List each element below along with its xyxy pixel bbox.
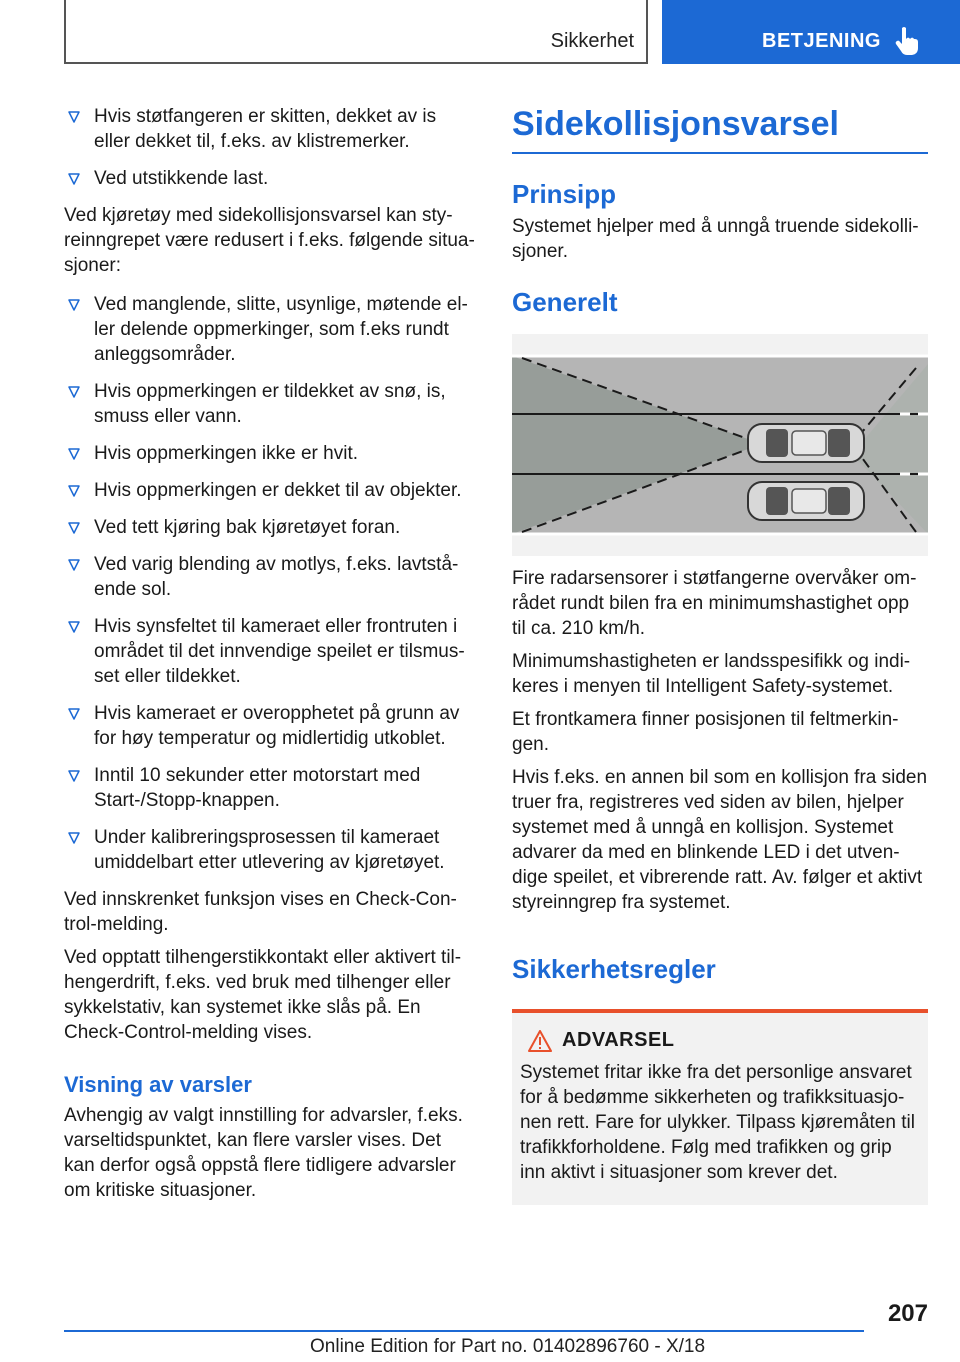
section-heading-warnings-display: Visning av varsler <box>64 1072 252 1097</box>
header-chapter-label: BETJENING <box>762 30 881 52</box>
bullet-list-2 <box>64 292 476 875</box>
bullet-triangle-icon <box>68 522 80 534</box>
list-item-text: Ved varig blending av motlys, f.eks. lavtstå-ende sol. <box>94 554 459 600</box>
list-item-text: Ved utstikkende last. <box>94 168 269 189</box>
page-title: Sidekollisjonsvarsel <box>512 104 928 154</box>
bullet-list-1 <box>64 104 476 191</box>
section-heading-general: Generelt <box>512 287 618 317</box>
paragraph: Avhengig av valgt innstilling for advarsler, f.eks. varseltidspunktet, kan flere varsler vises. Det kan derfor også oppstå flere tidligere advarsler om kritiske situasjoner. <box>64 1105 463 1201</box>
list-item <box>64 552 476 602</box>
list-item-text: Hvis synsfeltet til kameraet eller frontruten i området til det innvendige speilet er tilsmus-set eller tildekket. <box>94 616 465 687</box>
list-item-text: Hvis oppmerkingen er tildekket av snø, is, smuss eller vann. <box>94 381 446 427</box>
paragraph: Et frontkamera finner posisjonen til feltmerkin-gen. <box>512 709 899 755</box>
lane-diagram-illustration <box>512 334 928 556</box>
lane-diagram-figure <box>512 334 928 556</box>
paragraph: Minimumshastigheten er landsspesifikk og indi-keres i menyen til Intelligent Safety-systemet. <box>512 651 911 697</box>
header-chapter-tab[interactable] <box>662 0 960 64</box>
list-item <box>64 379 476 429</box>
header-section-box <box>64 0 648 64</box>
list-item <box>64 701 476 751</box>
bullet-triangle-icon <box>68 485 80 497</box>
list-item-text: Ved tett kjøring bak kjøretøyet foran. <box>94 517 401 538</box>
bullet-triangle-icon <box>68 832 80 844</box>
list-item-text: Under kalibreringsprosessen til kameraet umiddelbart etter utlevering av kjøretøyet. <box>94 827 445 873</box>
list-item <box>64 478 476 503</box>
bullet-triangle-icon <box>68 111 80 123</box>
left-column <box>64 104 476 1211</box>
list-item-text: Inntil 10 sekunder etter motorstart med Start-/Stopp-knappen. <box>94 765 421 811</box>
paragraph: Systemet hjelper med å unngå truende sidekolli-sjoner. <box>512 216 919 262</box>
paragraph: Ved opptatt tilhengerstikkontakt eller aktivert til-hengerdrift, f.eks. ved bruk med tilhenger eller sykkelstativ, kan systemet ikke slås på. En Check-Control-melding vises. <box>64 947 462 1043</box>
list-item <box>64 166 476 191</box>
list-item <box>64 441 476 466</box>
warning-box <box>512 1009 928 1205</box>
list-item-text: Hvis oppmerkingen ikke er hvit. <box>94 443 358 464</box>
paragraph: Hvis f.eks. en annen bil som en kollisjon fra siden truer fra, registreres ved siden av bilen, hjelper systemet med å unngå en kollisjon. Systemet advarer da med en blinkende LED i det utven-dige speilet, et vibrerende ratt. Av. følger et aktivt styreinngrep fra systemet. <box>512 767 928 913</box>
list-item-text: Ved manglende, slitte, usynlige, møtende el-ler delende oppmerkinger, som f.eks rundt anleggsområder. <box>94 294 468 365</box>
footer-edition-text: Online Edition for Part no. 01402896760 - X/18 <box>310 1336 706 1357</box>
list-item <box>64 614 476 689</box>
paragraph: Ved innskrenket funksjon vises en Check-Con-trol-melding. <box>64 889 457 935</box>
paragraph: Fire radarsensorer i støtfangerne overvåker om-rådet rundt bilen fra en minimumshastighet opp til ca. 210 km/h. <box>512 568 917 639</box>
general-paragraphs <box>512 566 928 915</box>
bullet-triangle-icon <box>68 173 80 185</box>
footer-divider <box>64 1330 864 1332</box>
list-item <box>64 825 476 875</box>
list-item <box>64 292 476 367</box>
right-column <box>512 104 928 1205</box>
page-number: 207 <box>887 1300 928 1327</box>
bullet-triangle-icon <box>68 386 80 398</box>
section-heading-principle: Prinsipp <box>512 179 617 209</box>
list-item <box>64 515 476 540</box>
hand-pointer-icon <box>894 26 920 56</box>
warning-title: ADVARSEL <box>562 1029 675 1051</box>
section-heading-safety-rules: Sikkerhetsregler <box>512 954 716 984</box>
warning-triangle-icon <box>528 1030 552 1052</box>
list-item-text: Hvis oppmerkingen er dekket til av objekter. <box>94 480 462 501</box>
list-item <box>64 104 476 154</box>
list-item-text: Hvis støtfangeren er skitten, dekket av is eller dekket til, f.eks. av klistremerker. <box>94 106 437 152</box>
bullet-triangle-icon <box>68 621 80 633</box>
bullet-triangle-icon <box>68 770 80 782</box>
warning-title-row <box>520 1029 920 1052</box>
list-item <box>64 763 476 813</box>
bullet-triangle-icon <box>68 448 80 460</box>
warning-text: Systemet fritar ikke fra det personlige ansvaret for å bedømme sikkerheten og trafikksituasjo-nen rett. Fare for ulykker. Tilpass kjøremåten til trafikkforholdene. Følg med trafikken og grip inn aktivt i situasjoner som krever det. <box>520 1062 915 1183</box>
bullet-triangle-icon <box>68 708 80 720</box>
bullet-triangle-icon <box>68 299 80 311</box>
bullet-triangle-icon <box>68 559 80 571</box>
header-section-label: Sikkerhet <box>550 30 634 52</box>
paragraph: Ved kjøretøy med sidekollisjonsvarsel kan sty-reinngrepet være redusert i f.eks. følgende situa-sjoner: <box>64 205 475 276</box>
list-item-text: Hvis kameraet er overopphetet på grunn av for høy temperatur og midlertidig utkoblet. <box>94 703 460 749</box>
